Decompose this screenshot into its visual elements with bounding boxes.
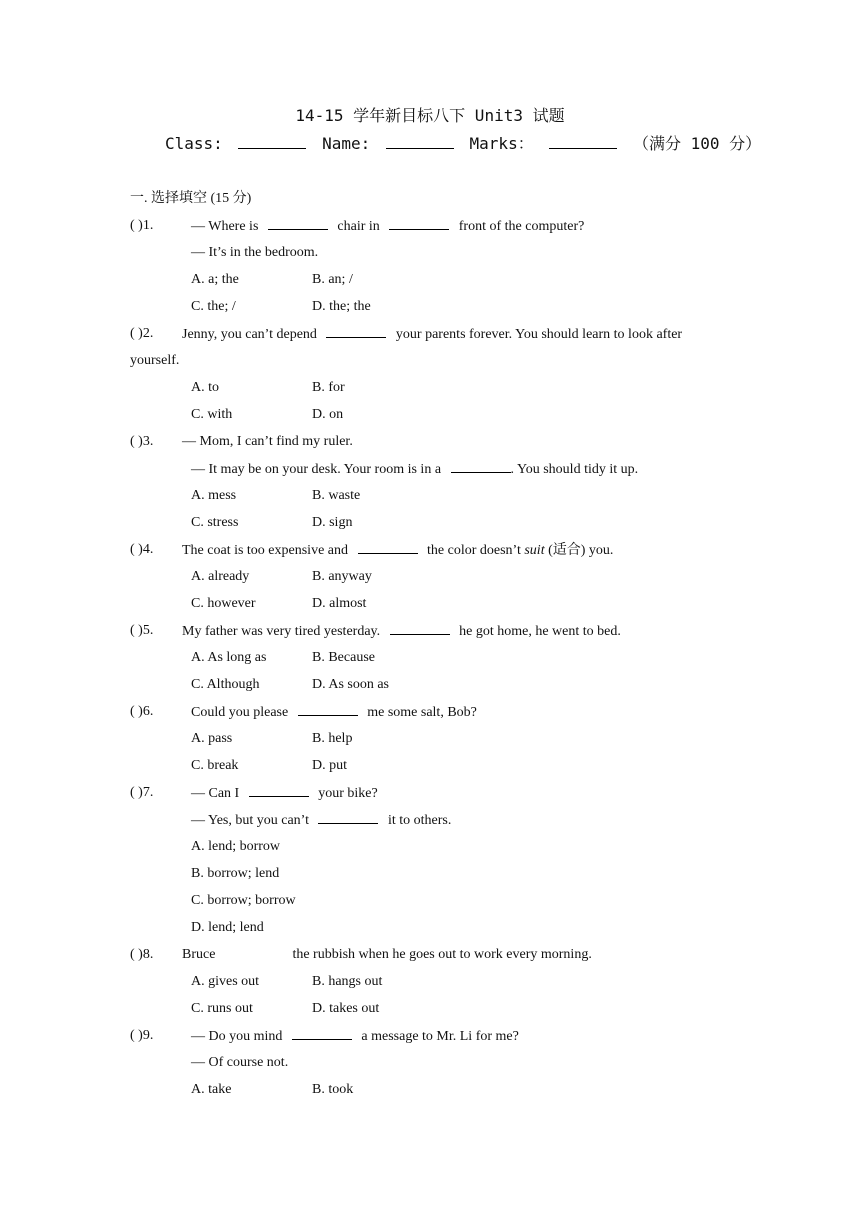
answer-blank [292,1027,352,1040]
answer-paren[interactable]: ( )2. [130,326,154,341]
stem-emphasis: suit [524,543,545,558]
question-stem [191,1027,519,1046]
option-d[interactable]: D. As soon as [312,677,390,692]
answer-blank [390,622,450,635]
option-a[interactable]: A. a; the [191,272,239,287]
option-b[interactable]: B. anyway [312,569,372,584]
stem-text: he got home, he went to bed. [459,624,621,639]
answer-paren[interactable]: ( )7. [130,785,154,800]
option-a[interactable]: A. gives out [191,974,260,989]
option-d[interactable]: D. sign [312,515,353,530]
stem-text: — Do you mind [191,1029,283,1044]
option-c[interactable]: C. stress [191,515,239,530]
question-stem [191,784,378,803]
stem-text: . You should tidy it up. [510,462,639,477]
question-stem [182,622,621,641]
option-a[interactable]: A. lend; borrow [191,839,281,854]
option-a[interactable]: A. to [191,380,219,395]
stem-text: the color doesn’t [427,543,521,558]
option-a[interactable]: A. pass [191,731,233,746]
answer-blank [298,703,358,716]
option-d[interactable]: D. the; the [312,299,371,314]
question-7-reply [191,811,451,830]
option-d[interactable]: D. put [312,758,347,773]
option-b[interactable]: B. hangs out [312,974,383,989]
answer-paren[interactable]: ( )3. [130,434,154,449]
option-a[interactable]: A. As long as [191,650,267,665]
option-c[interactable]: C. with [191,407,233,422]
stem-text: — Where is [191,219,259,234]
stem-text: The coat is too expensive and [182,543,349,558]
option-b[interactable]: B. waste [312,488,361,503]
question-stem [182,541,613,560]
stem-text: Could you please [191,705,289,720]
answer-blank [326,325,386,338]
question-stem [182,946,592,964]
question-3-reply [191,460,638,479]
page-title: 14-15 学年新目标八下 Unit3 试题 [295,106,565,125]
name-label: Name: [322,134,371,153]
stem-text: My father was very tired yesterday. [182,624,381,639]
option-b[interactable]: B. help [312,731,353,746]
answer-paren[interactable]: ( )5. [130,623,154,638]
stem-text: me some salt, Bob? [367,705,477,720]
marks-blank[interactable] [549,136,617,149]
answer-blank [451,460,511,473]
question-stem [191,703,477,722]
option-a[interactable]: A. mess [191,488,237,503]
option-c[interactable]: C. Although [191,677,260,692]
stem-text: — It may be on your desk. Your room is in a [191,462,442,477]
answer-paren[interactable]: ( )8. [130,947,154,962]
question-stem [191,217,584,236]
answer-paren[interactable]: ( )6. [130,704,154,719]
option-a[interactable]: A. already [191,569,250,584]
stem-text: the rubbish when he goes out to work every morning. [292,947,592,962]
option-c[interactable]: C. the; / [191,299,236,314]
student-info-line [165,135,761,153]
class-label: Class: [165,134,223,153]
option-a[interactable]: A. take [191,1082,232,1097]
question-2-wrap: yourself. [130,353,180,368]
option-c[interactable]: C. borrow; borrow [191,893,296,908]
marks-label: Marks： [469,134,534,153]
class-blank[interactable] [238,136,306,149]
stem-text: chair in [337,219,380,234]
option-b[interactable]: B. for [312,380,345,395]
answer-blank [249,784,309,797]
stem-text: — Can I [191,786,240,801]
answer-paren[interactable]: ( )9. [130,1028,154,1043]
answer-paren[interactable]: ( )4. [130,542,154,557]
option-d[interactable]: D. almost [312,596,367,611]
answer-blank [389,217,449,230]
stem-text: (适合) you. [548,543,614,558]
section-heading: 一. 选择填空 (15 分) [130,191,252,206]
name-blank[interactable] [386,136,454,149]
stem-text: your bike? [318,786,378,801]
answer-paren[interactable]: ( )1. [130,218,154,233]
option-c[interactable]: C. runs out [191,1001,253,1016]
stem-text: your parents forever. You should learn to look after [395,327,683,342]
question-9-reply: — Of course not. [191,1055,289,1070]
option-d[interactable]: D. on [312,407,344,422]
stem-text: a message to Mr. Li for me? [361,1029,519,1044]
stem-text: it to others. [387,813,452,828]
option-b[interactable]: B. took [312,1082,354,1097]
option-d[interactable]: D. lend; lend [191,920,264,935]
option-b[interactable]: B. borrow; lend [191,866,280,881]
stem-text: Bruce [182,947,216,962]
stem-text: — Yes, but you can’t [191,813,309,828]
question-stem [182,325,682,344]
option-c[interactable]: C. however [191,596,256,611]
answer-blank [358,541,418,554]
answer-blank [318,811,378,824]
question-stem: — Mom, I can’t find my ruler. [182,434,353,449]
option-b[interactable]: B. an; / [312,272,353,287]
question-1-reply: — It’s in the bedroom. [191,245,319,260]
option-b[interactable]: B. Because [312,650,375,665]
answer-blank [268,217,328,230]
full-score-note: （满分 100 分） [632,134,762,153]
stem-text: Jenny, you can’t depend [182,327,317,342]
option-d[interactable]: D. takes out [312,1001,380,1016]
stem-text: front of the computer? [458,219,585,234]
option-c[interactable]: C. break [191,758,239,773]
